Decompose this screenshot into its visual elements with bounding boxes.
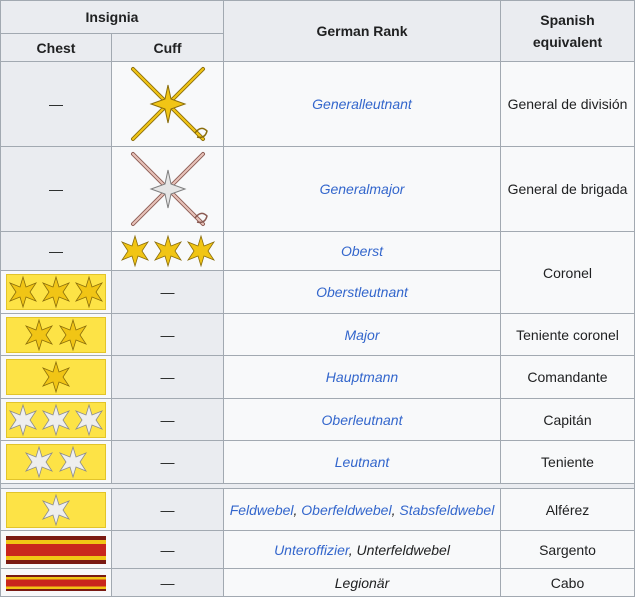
- spanish-rank: Comandante: [501, 356, 635, 399]
- silver-star-icon: [6, 402, 106, 438]
- rank-cell: [224, 531, 501, 569]
- chest-insignia[interactable]: [1, 489, 112, 531]
- cuff-empty: —: [112, 531, 224, 569]
- spanish-rank: Alférez: [501, 489, 635, 531]
- rank-link[interactable]: Oberst: [224, 232, 501, 271]
- german-rank-header[interactable]: German Rank: [224, 1, 501, 62]
- table-row: [1, 441, 635, 484]
- gold-star-icon: [6, 274, 106, 310]
- chest-insignia[interactable]: [1, 399, 112, 441]
- table-row: [1, 399, 635, 441]
- rank-link[interactable]: Major: [224, 314, 501, 356]
- table-row: [1, 356, 635, 399]
- rank-cell: [224, 489, 501, 531]
- spanish-rank: Sargento: [501, 531, 635, 569]
- cuff-empty: —: [112, 356, 224, 399]
- table-row: [1, 531, 635, 569]
- table-row: [1, 147, 635, 232]
- crossed-batons-silver-icon: [125, 148, 211, 230]
- rank-link[interactable]: Generalleutnant: [224, 62, 501, 147]
- cuff-header[interactable]: Cuff: [112, 34, 224, 62]
- table-row: [1, 232, 635, 271]
- chest-empty: —: [1, 62, 112, 147]
- gold-star-icon: [6, 359, 106, 395]
- rank-link[interactable]: Hauptmann: [224, 356, 501, 399]
- rank-text: Unterfeldwebel: [356, 541, 450, 558]
- spanish-rank: Teniente: [501, 441, 635, 484]
- rank-link[interactable]: Leutnant: [224, 441, 501, 484]
- spanish-rank: Coronel: [501, 232, 635, 314]
- rank-link[interactable]: Unteroffizier: [274, 541, 349, 558]
- spanish-rank: Capitán: [501, 399, 635, 441]
- silver-star-icon: [6, 492, 106, 528]
- spanish-rank: Teniente coronel: [501, 314, 635, 356]
- cuff-empty: —: [112, 399, 224, 441]
- cuff-empty: —: [112, 271, 224, 314]
- rank-text: Legionär: [224, 569, 501, 597]
- spanish-rank: General de brigada: [501, 147, 635, 232]
- table-row: [1, 569, 635, 597]
- cuff-empty: —: [112, 441, 224, 484]
- gold-star-icon: [6, 317, 106, 353]
- rank-link[interactable]: Stabsfeldwebel: [399, 501, 495, 518]
- rank-link[interactable]: Oberleutnant: [224, 399, 501, 441]
- chest-empty: —: [1, 232, 112, 271]
- chest-header[interactable]: Chest: [1, 34, 112, 62]
- silver-star-icon: [6, 444, 106, 480]
- rank-link[interactable]: Generalmajor: [224, 147, 501, 232]
- table-row: [1, 489, 635, 531]
- rank-link[interactable]: Oberfeldwebel: [301, 501, 392, 518]
- chest-insignia[interactable]: [1, 314, 112, 356]
- insignia-header: Insignia: [1, 1, 224, 34]
- cuff-insignia[interactable]: [112, 147, 224, 232]
- rank-link[interactable]: Feldwebel: [229, 501, 294, 518]
- separator: ,: [293, 501, 302, 518]
- separator: ,: [348, 541, 357, 558]
- chest-empty: —: [1, 147, 112, 232]
- chest-insignia[interactable]: [1, 271, 112, 314]
- cuff-insignia[interactable]: [112, 62, 224, 147]
- crossed-batons-gold-icon: [125, 63, 211, 145]
- sergeant-bar-insignia: [6, 536, 106, 564]
- table-row: [1, 62, 635, 147]
- cuff-empty: —: [112, 314, 224, 356]
- chest-insignia[interactable]: [1, 531, 112, 569]
- rank-link[interactable]: Oberstleutnant: [224, 271, 501, 314]
- separator: ,: [391, 501, 400, 518]
- spanish-equivalent-header[interactable]: Spanish equivalent: [501, 1, 635, 62]
- chest-insignia[interactable]: [1, 441, 112, 484]
- spanish-rank: General de división: [501, 62, 635, 147]
- chest-insignia[interactable]: [1, 569, 112, 597]
- cuff-empty: —: [112, 489, 224, 531]
- cuff-empty: —: [112, 569, 224, 597]
- table-row: [1, 314, 635, 356]
- chest-insignia[interactable]: [1, 356, 112, 399]
- spanish-rank: Cabo: [501, 569, 635, 597]
- corporal-bar-insignia: [6, 575, 106, 591]
- gold-star-icon: [118, 234, 218, 268]
- cuff-insignia[interactable]: [112, 232, 224, 271]
